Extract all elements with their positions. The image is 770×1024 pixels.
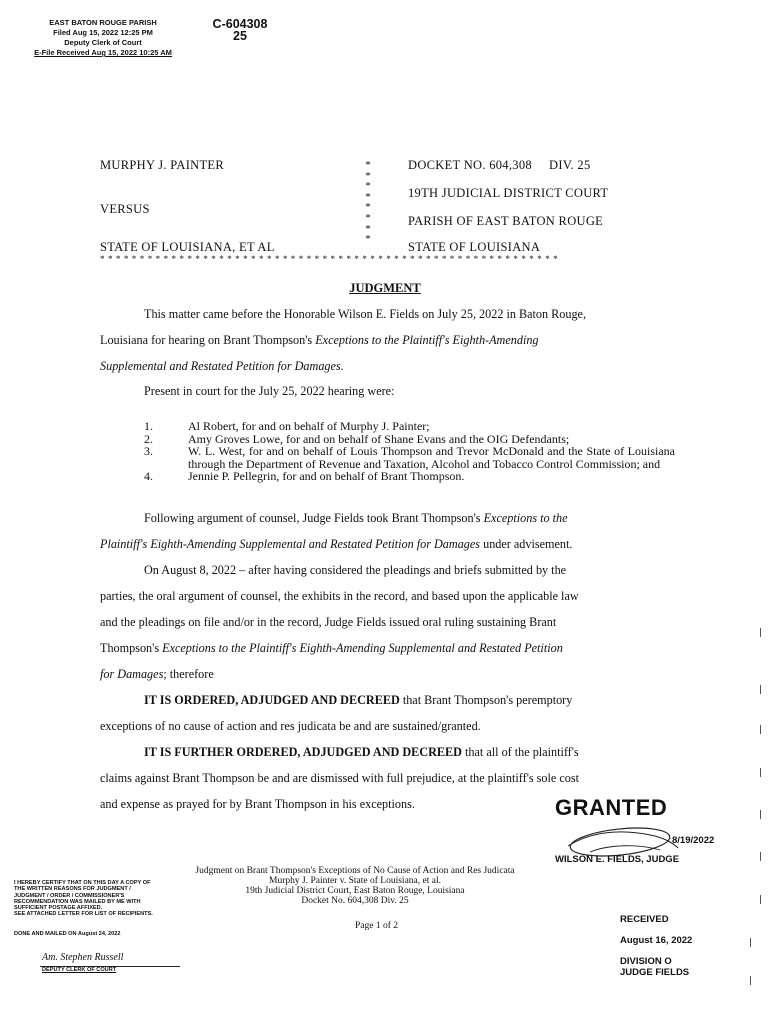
attendee-list — [144, 420, 675, 483]
para-3-line-c: and the pleadings on file and/or in the record, Judge Fields issued oral ruling sustaining Brant — [100, 615, 557, 629]
attendee-number: 4. — [144, 469, 153, 483]
para-2-text: Following argument of counsel, Judge Fields took Brant Thompson's — [144, 511, 484, 525]
caption-plaintiff: MURPHY J. PAINTER — [100, 158, 224, 172]
certification-line: SUFFICIENT POSTAGE AFFIXED. — [14, 905, 103, 912]
para-2-pleading: Exceptions to the — [483, 511, 568, 525]
caption-asterisks: * * * * * * * * — [365, 159, 371, 246]
caption-defendant: STATE OF LOUISIANA, ET AL — [100, 240, 275, 254]
scan-mark — [760, 685, 761, 694]
order-2-decree: IT IS FURTHER ORDERED, ADJUDGED AND DECREED — [144, 745, 462, 759]
granted-stamp — [555, 795, 725, 821]
attendee-number: 1. — [144, 419, 153, 433]
case-number — [200, 18, 280, 42]
para-1-text: Louisiana for hearing on Brant Thompson's — [100, 333, 316, 347]
present-intro: Present in court for the July 25, 2022 hearing were: — [144, 384, 395, 398]
footer-parties: Murphy J. Painter v. State of Louisiana, et al. — [269, 876, 441, 886]
page-number: Page 1 of 2 — [355, 921, 399, 931]
para-1-line-a: This matter came before the Honorable Wilson E. Fields on July 25, 2022 in Baton Rouge, — [144, 307, 587, 321]
deputy-clerk-label: DEPUTY CLERK OF COURT — [42, 967, 117, 973]
order-2-text: that all of the plaintiff's — [461, 745, 579, 759]
filing-stamp-parish: EAST BATON ROUGE PARISH — [49, 18, 157, 27]
caption-parish: PARISH OF EAST BATON ROUGE — [408, 214, 604, 228]
clerk-signature: Am. Stephen Russell — [42, 952, 124, 963]
para-1-line-b — [100, 327, 675, 353]
caption-docket: DOCKET NO. 604,308 DIV. 25 — [408, 158, 591, 172]
order-2-line-b: claims against Brant Thompson be and are dismissed with full prejudice, at the plaintiff's sole cost — [100, 771, 579, 785]
scan-mark — [760, 725, 761, 734]
scan-mark — [760, 810, 761, 819]
granted-judge: WILSON E. FIELDS, JUDGE — [555, 854, 680, 865]
certification-line: I HEREBY CERTIFY THAT ON THIS DAY A COPY OF — [14, 880, 151, 886]
para-3 — [100, 557, 675, 687]
attendee-text: Al Robert, for and on behalf of Murphy J. Painter; — [188, 419, 430, 433]
scan-mark — [760, 895, 761, 904]
para-2-line-a — [100, 505, 675, 531]
case-number-main: C-604308 — [212, 17, 268, 31]
scan-mark — [750, 976, 751, 985]
para-3-line-d — [100, 635, 675, 661]
document-body-2 — [100, 505, 675, 817]
granted-label: GRANTED — [555, 795, 668, 820]
attendee-item — [144, 445, 675, 470]
order-1-line-a — [100, 687, 675, 713]
scan-mark — [750, 938, 751, 947]
certification-line: THE WRITTEN REASONS FOR JUDGMENT / — [14, 886, 131, 893]
received-judge: JUDGE FIELDS — [620, 967, 690, 978]
attendee-text: Amy Groves Lowe, for and on behalf of Shane Evans and the OIG Defendants; — [188, 431, 570, 446]
filing-stamp-clerk: Deputy Clerk of Court — [64, 38, 142, 47]
para-1-end: . — [340, 359, 344, 373]
mailed-date: DONE AND MAILED ON August 24, 2022 — [14, 931, 121, 937]
order-1-line-b: exceptions of no cause of action and res judicata be and are sustained/granted. — [100, 719, 481, 733]
filing-stamp-efile: E-File Received Aug 15, 2022 10:25 AM — [34, 48, 172, 57]
para-1 — [100, 301, 675, 379]
mailing-certification — [14, 880, 224, 918]
order-2-line-c: and expense as prayed for by Brant Thompson in his exceptions. — [100, 797, 415, 811]
certification-line: SEE ATTACHED LETTER FOR LIST OF RECIPIENTS. — [14, 911, 153, 918]
footer-caption: Judgment on Brant Thompson's Exceptions of No Cause of Action and Res Judicata — [195, 866, 515, 876]
caption-state: STATE OF LOUISIANA — [408, 240, 541, 254]
attendee-number: 2. — [144, 431, 153, 446]
para-2-pleading-cont: Plaintiff's Eighth-Amending Supplemental and Restated Petition for Damages — [100, 537, 481, 551]
para-3-pleading: Exceptions to the Plaintiff's Eighth-Amending Supplemental and Restated Petition — [162, 641, 563, 655]
caption-separator: * * * * * * * * * * * * * * * * * * * * * * * * * * * * * * * * * * * * * * * * * * * * * * * * * * * * * * * * * * — [100, 254, 559, 264]
caption-court: 19TH JUDICIAL DISTRICT COURT — [408, 186, 609, 200]
scan-mark — [760, 852, 761, 861]
received-stamp — [620, 914, 750, 978]
attendee-item — [144, 470, 675, 483]
scan-mark — [760, 628, 761, 637]
para-2-end: under advisement. — [480, 537, 573, 551]
document-body — [100, 301, 675, 403]
para-3-text: Thompson's — [100, 641, 163, 655]
attendee-text: W. L. West, for and on behalf of Louis Thompson and Trevor McDonald and the State of Louisiana through the Department of Revenue and Taxation, Alcohol and Tobacco Control Commission; and — [188, 444, 675, 471]
para-1-pleading-cont: Supplemental and Restated Petition for Damages — [100, 359, 341, 373]
para-2-line-b — [100, 531, 675, 557]
order-1 — [100, 687, 675, 739]
caption-versus: VERSUS — [100, 202, 150, 216]
footer-docket: Docket No. 604,308 Div. 25 — [301, 896, 409, 906]
filing-stamp-filed: Filed Aug 15, 2022 12:25 PM — [53, 28, 153, 37]
received-division: DIVISION O — [620, 956, 672, 967]
scan-mark — [760, 768, 761, 777]
granted-date: 8/19/2022 — [672, 835, 715, 846]
document-title: JUDGMENT — [349, 281, 421, 295]
footer-court: 19th Judicial District Court, East Baton Rouge, Louisiana — [245, 886, 465, 896]
para-1-pleading: Exceptions to the Plaintiff's Eighth-Amending — [315, 333, 539, 347]
attendee-text: Jennie P. Pellegrin, for and on behalf of Brant Thompson. — [188, 469, 465, 483]
certification-line: JUDGMENT / ORDER / COMMISSIONER'S — [14, 892, 125, 899]
filing-stamp — [8, 18, 198, 58]
received-label: RECEIVED — [620, 914, 669, 925]
certification-line: RECOMMENDATION WAS MAILED BY ME WITH — [14, 898, 141, 905]
para-2 — [100, 505, 675, 557]
attendee-number: 3. — [144, 444, 153, 458]
para-3-line-b: parties, the oral argument of counsel, the exhibits in the record, and based upon the applicable law — [100, 589, 579, 603]
para-3-end: ; therefore — [163, 667, 214, 681]
order-2-line-a — [100, 739, 675, 765]
order-1-decree: IT IS ORDERED, ADJUDGED AND DECREED — [144, 693, 400, 707]
order-1-text: that Brant Thompson's peremptory — [399, 693, 573, 707]
received-date: August 16, 2022 — [620, 935, 693, 946]
attendee-item — [144, 420, 675, 433]
case-number-suffix: 25 — [233, 29, 247, 43]
para-3-line-a: On August 8, 2022 – after having considered the pleadings and briefs submitted by the — [144, 563, 567, 577]
para-1-line-c — [100, 353, 675, 379]
para-3-pleading-cont: for Damages — [100, 667, 164, 681]
para-3-line-e — [100, 661, 675, 687]
